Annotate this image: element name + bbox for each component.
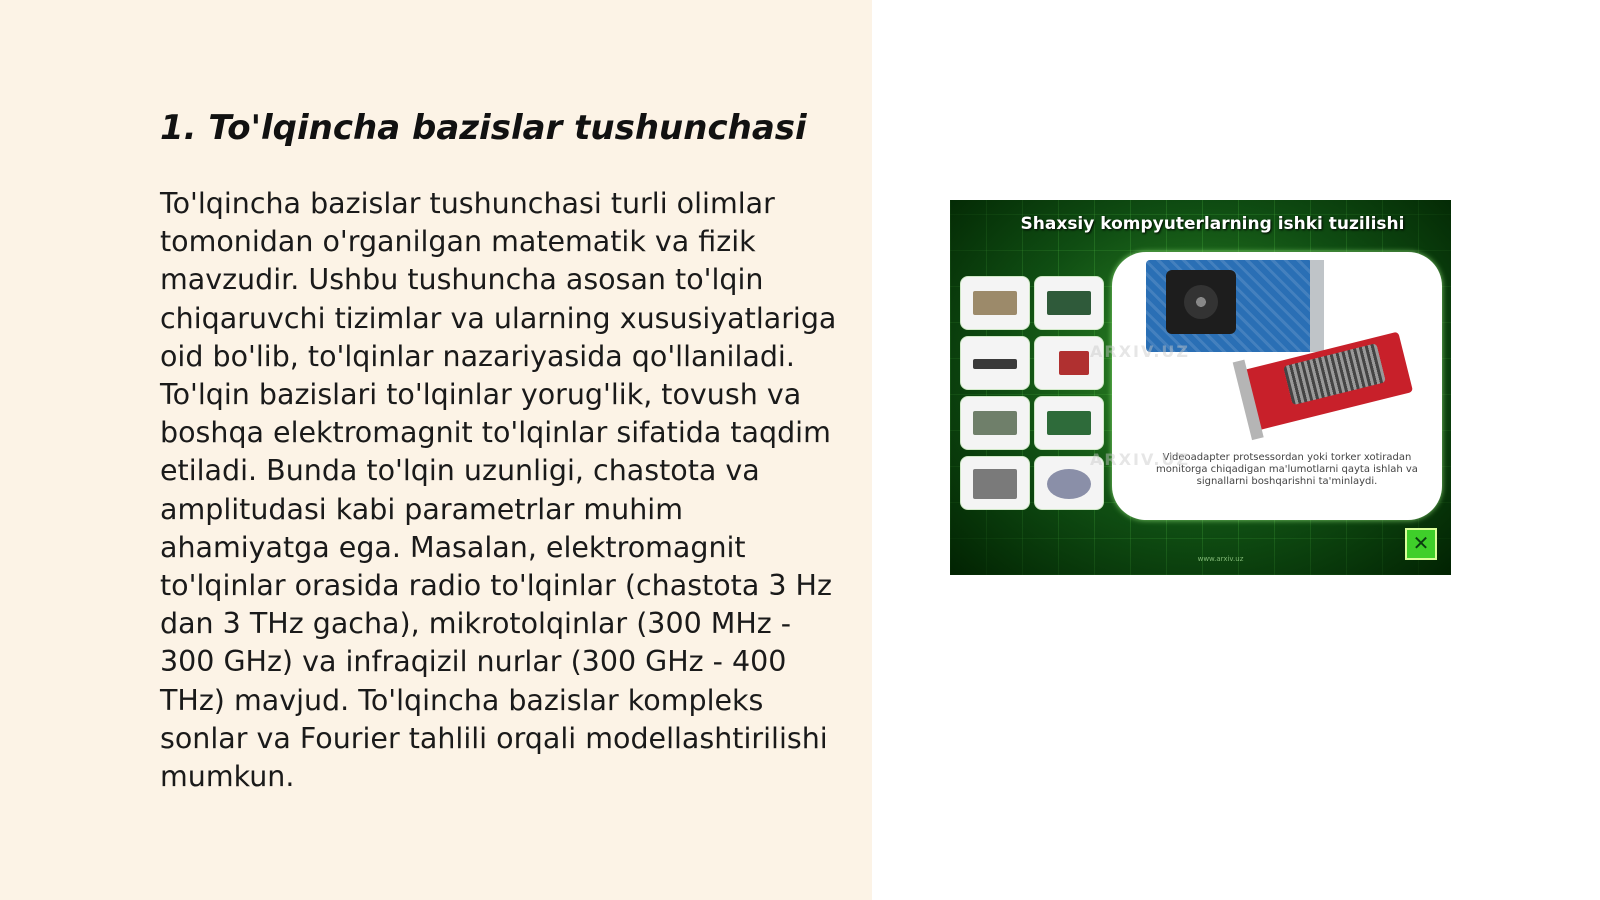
hardware-thumbnail [1034, 396, 1104, 450]
gpu-cooler [1283, 343, 1386, 405]
close-icon: ✕ [1405, 528, 1437, 560]
slide-body-text: To'lqincha bazislar tushunchasi turli olimlar tomonidan o'rganilgan matematik va fizik mavzudir. Ushbu tushuncha asosan to'lqin chiqaruvchi tizimlar va ularning xususiyatlariga oid bo'lib, to'lqinlar nazariyasida qo'llaniladi. To'lqin bazislari to'lqinlar yorug'lik, tovush va boshqa elektromagnit to'lqinlar sifatida taqdim etiladi. Bunda to'lqin uzunligi, chastota va amplitudasi kabi parametrlar muhim ahamiyatga ega. Masalan, elektromagnit to'lqinlar orasida radio to'lqinlar (chastota 3 Hz dan 3 THz gacha), mikrotolqinlar (300 MHz - 300 GHz) va infraqizil nurlar (300 GHz - 400 THz) mavjud. To'lqincha bazislar kompleks sonlar va Fourier tahlili orqali modellashtirilishi mumkun. [160, 187, 837, 794]
watermark: ARXIV.UZ [1090, 450, 1190, 469]
blue-graphics-card [1146, 260, 1318, 352]
hardware-thumbnail [1034, 276, 1104, 330]
hardware-thumbnail [960, 276, 1030, 330]
hardware-thumbnail [960, 396, 1030, 450]
gpu-bracket [1310, 260, 1324, 352]
image-title: Shaxsiy kompyuterlarning ishki tuzilishi [1020, 214, 1405, 234]
image-footer: www.arxiv.uz [1197, 555, 1244, 563]
hardware-thumbnail [960, 456, 1030, 510]
slide-title: 1. To'lqincha bazislar tushunchasi [160, 108, 807, 148]
hardware-thumbnails [960, 276, 1110, 510]
gpu-bracket [1233, 360, 1264, 441]
hardware-thumbnail [960, 336, 1030, 390]
gpu-fan [1166, 270, 1236, 334]
computer-hardware-image [950, 200, 1451, 575]
image-caption: Videoadapter protsessordan yoki torker xotiradan monitorga chiqadigan ma'lumotlarni qayta ishlah va signallarni boshqarishni ta'minlaydi. [1156, 452, 1418, 487]
watermark: ARXIV.UZ [1090, 342, 1190, 361]
content-card [1112, 252, 1442, 520]
